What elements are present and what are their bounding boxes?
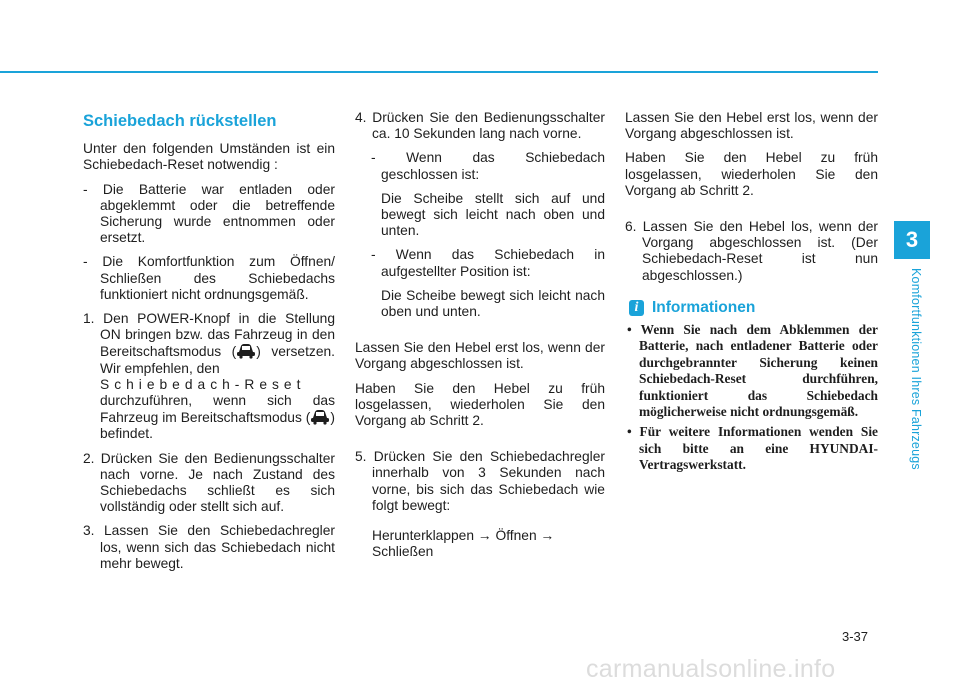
column-3 [625,110,878,478]
step4-case-closed: - Wenn das Schiebedach geschlossen ist: [371,150,605,182]
step-4: 4. Drücken Sie den Bedienungsschalter ca. 10 Sekunden lang nach vorne. [355,110,605,142]
release-note: Lassen Sie den Hebel erst los, wenn der Vorgang abgeschlossen ist. [355,340,605,372]
section-heading: Schiebedach rückstellen [83,112,277,130]
step4-case-raised-text: Die Scheibe bewegt sich leicht nach oben und unten. [381,287,605,320]
step-2: 2. Drücken Sie den Bedienungsschalter nach vorne. Je nach Zustand des Schiebedachs schließt es sich vollständig oder stellt sich auf. [83,450,335,515]
column-1 [83,110,335,580]
step5-sequence: Herunterklappen → Öffnen → Schließen [372,528,555,560]
info-icon: i [629,300,644,316]
step1-text: durchzuführen, wenn sich das Fahrzeug im Bereitschaftsmodus ( [100,393,335,426]
condition-item: - Die Batterie war entladen oder abgeklemmt oder die betreffende Sicherung wurde entnommen oder ersetzt. [83,181,335,246]
early-release-note-2: Haben Sie den Hebel zu früh losgelassen, wiederholen Sie den Vorgang ab Schritt 2. [625,150,878,198]
column-2 [355,110,605,568]
step1-text: ) versetzen. Wir empfehlen, den [100,344,336,376]
step-1 [83,311,335,443]
car-ready-icon [310,409,330,425]
condition-item: - Die Komfortfunktion zum Öffnen/ Schließen des Schiebedachs funktioniert nicht ordnungsgemäß. [83,254,335,302]
info-bullet: • Für weitere Informationen wenden Sie sich bitte an eine HYUNDAI-Vertragswerkstatt. [627,424,878,473]
release-note-2: Lassen Sie den Hebel erst los, wenn der Vorgang abgeschlossen ist. [625,110,878,142]
car-ready-icon [236,343,256,359]
info-header [625,300,878,316]
step-6: 6. Lassen Sie den Hebel los, wenn der Vorgang abgeschlossen ist. (Der Schiebedach-Reset ist nun abgeschlossen.) [625,219,878,283]
page-number: 3-37 [842,629,869,644]
step1-text: Schiebedach-Reset [100,376,306,392]
intro-paragraph: Unter den folgenden Umständen ist ein Schiebedach-Reset notwendig : [83,141,335,173]
step-3: 3. Lassen Sie den Schiebedachregler los, wenn sich das Schiebedach nicht mehr bewegt. [83,523,335,571]
info-title: Informationen [652,298,756,316]
info-bullet: • Wenn Sie nach dem Abklemmen der Batterie, nach entladener Batterie oder durchgebrannter Sicherung keinen Schiebedach-Reset durchführen, funktioniert das Schiebedach möglicherweise nicht ordnungsgemäß. [627,322,878,420]
chapter-number-tab: 3 [894,221,930,259]
step4-case-closed-text: Die Scheibe stellt sich auf und bewegt sich leicht nach oben und unten. [381,190,605,239]
header-rule [0,71,878,73]
step1-text: 1. Den POWER-Knopf in die Stellung ON bringen bzw. das Fahrzeug in den Bereitschaftsmodus ( [83,311,335,360]
info-list [625,322,878,474]
early-release-note: Haben Sie den Hebel zu früh losgelassen, wiederholen Sie den Vorgang ab Schritt 2. [355,380,605,429]
step4-case-raised: - Wenn das Schiebedach in aufgestellter Position ist: [371,247,605,279]
chapter-title: Komfortfunktionen Ihres Fahrzeugs [909,268,923,470]
watermark: carmanualsonline.info [586,655,836,683]
step-5: 5. Drücken Sie den Schiebedachregler innerhalb von 3 Sekunden nach vorne, bis sich das Schiebedach wie folgt bewegt: [355,449,605,513]
step1-text: ) befindet. [100,410,335,442]
